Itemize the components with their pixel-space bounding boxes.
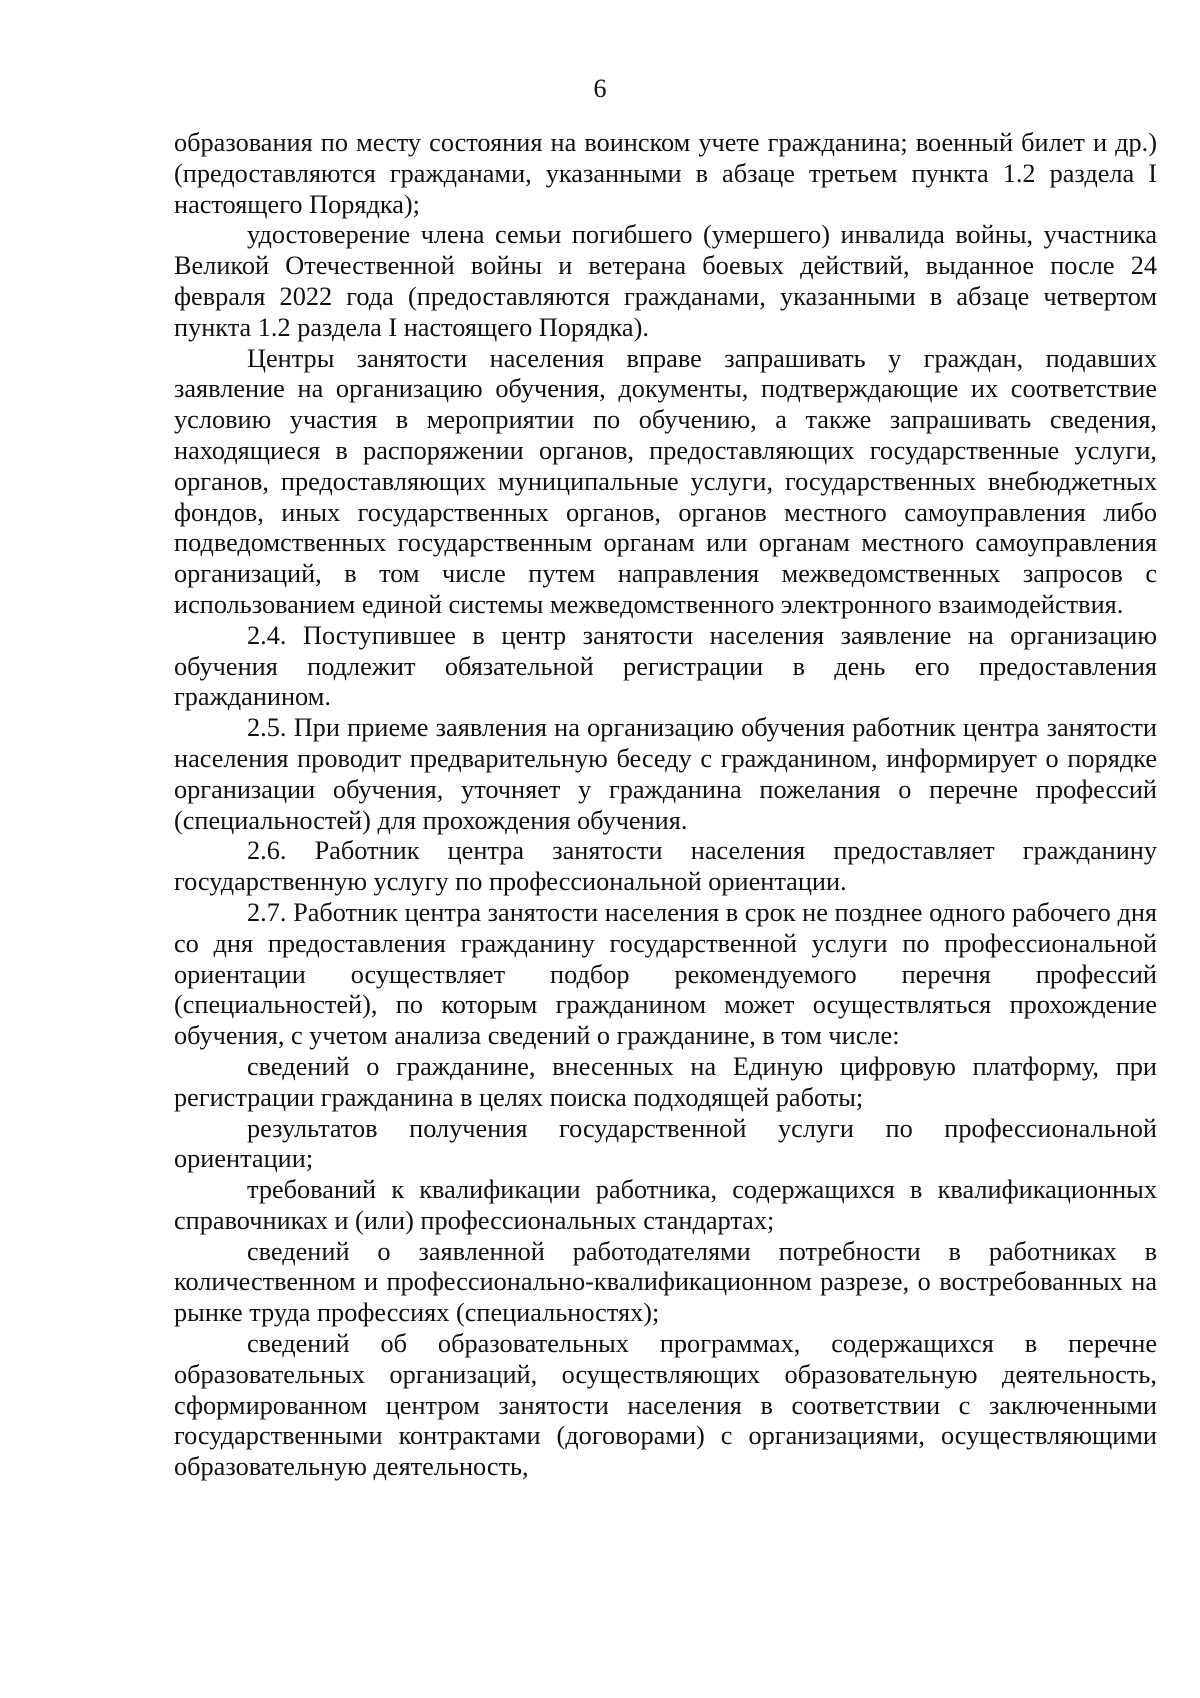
- paragraph-clause-2-7: 2.7. Работник центра занятости населения в срок не позднее одного рабочего дня со дня предоставления гражданину государственной услуги по профессиональной ориентации осуществляет подбор рекомендуемого перечня профессий (специальностей), по которым гражданином может осуществляться прохождение обучения, с учетом анализа сведений о гражданине, в том числе:: [174, 897, 1157, 1051]
- paragraph-clause-2-5: 2.5. При приеме заявления на организацию обучения работник центра занятости населения проводит предварительную беседу с гражданином, информирует о порядке организации обучения, уточняет у гражданина пожелания о перечне профессий (специальностей) для прохождения обучения.: [174, 713, 1157, 835]
- paragraph-clause-2-4: 2.4. Поступившее в центр занятости населения заявление на организацию обучения подлежит обязательной регистрации в день его предоставления гражданином.: [174, 620, 1157, 712]
- paragraph-continuation: образования по месту состояния на воинском учете гражданина; военный билет и др.) (предоставляются гражданами, указанными в абзаце третьем пункта 1.2 раздела I настоящего Порядка);: [174, 128, 1157, 219]
- document-body: [174, 128, 1157, 1483]
- paragraph-clause-2-6: 2.6. Работник центра занятости населения предоставляет гражданину государственную услугу по профессиональной ориентации.: [174, 836, 1157, 897]
- paragraph: удостоверение члена семьи погибшего (умершего) инвалида войны, участника Великой Отечественной войны и ветерана боевых действий, выданное после 24 февраля 2022 года (предоставляются гражданами, указанными в абзаце четвертом пункта 1.2 раздела I настоящего Порядка).: [174, 220, 1157, 342]
- paragraph: Центры занятости населения вправе запрашивать у граждан, подавших заявление на организацию обучения, документы, подтверждающие их соответствие условию участия в мероприятии по обучению, а также запрашивать сведения, находящиеся в распоряжении органов, предоставляющих государственные услуги, органов, предоставляющих муниципальные услуги, государственных внебюджетных фондов, иных государственных органов, органов местного самоуправления либо подведомственных государственным органам или органам местного самоуправления организаций, в том числе путем направления межведомственных запросов с использованием единой системы межведомственного электронного взаимодействия.: [174, 343, 1157, 619]
- list-item: сведений о гражданине, внесенных на Единую цифровую платформу, при регистрации гражданина в целях поиска подходящей работы;: [174, 1051, 1157, 1112]
- page-number: 6: [593, 74, 607, 103]
- list-item: требований к квалификации работника, содержащихся в квалификационных справочниках и (или) профессиональных стандартах;: [174, 1175, 1157, 1235]
- list-item: сведений о заявленной работодателями потребности в работниках в количественном и профессионально-квалификационном разрезе, о востребованных на рынке труда профессиях (специальностях);: [174, 1236, 1157, 1328]
- list-item: результатов получения государственной услуги по профессиональной ориентации;: [174, 1113, 1157, 1174]
- list-item: сведений об образовательных программах, содержащихся в перечне образовательных организаций, осуществляющих образовательную деятельность, сформированном центром занятости населения в соответствии с заключенными государственными контрактами (договорами) с организациями, осуществляющими образовательную деятельность,: [174, 1329, 1157, 1482]
